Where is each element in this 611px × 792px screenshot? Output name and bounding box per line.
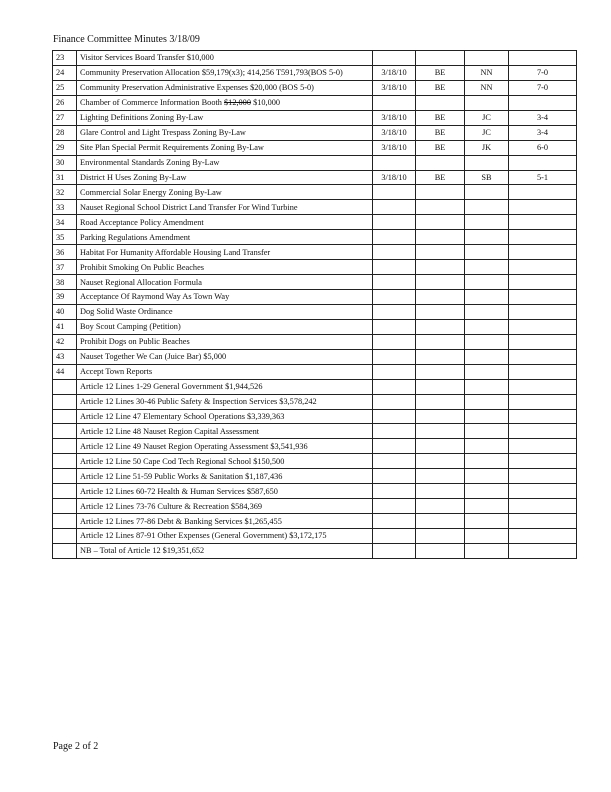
table-row — [53, 499, 577, 514]
struck-amount: $12,000 — [224, 98, 251, 108]
article-title-cell: Community Preservation Allocation $59,179(x3); 414,256 T591,793(BOS 5-0) — [77, 65, 373, 80]
motion-cell — [416, 364, 465, 379]
vote-cell — [509, 469, 577, 484]
article-number-cell: 31 — [53, 170, 77, 185]
article-number-cell — [53, 543, 77, 558]
date-cell — [373, 364, 416, 379]
second-cell: JC — [465, 125, 509, 140]
motion-cell: BE — [416, 170, 465, 185]
article-title-cell: Glare Control and Light Trespass Zoning By-Law — [77, 125, 373, 140]
vote-cell: 5-1 — [509, 170, 577, 185]
second-cell — [465, 200, 509, 215]
motion-cell: BE — [416, 65, 465, 80]
article-number-cell — [53, 379, 77, 394]
article-number-cell: 26 — [53, 95, 77, 110]
second-cell: SB — [465, 170, 509, 185]
article-number-cell: 41 — [53, 319, 77, 334]
article-title-cell: Accept Town Reports — [77, 364, 373, 379]
date-cell — [373, 290, 416, 305]
motion-cell — [416, 424, 465, 439]
article-number-cell: 32 — [53, 185, 77, 200]
motion-cell — [416, 275, 465, 290]
date-cell: 3/18/10 — [373, 110, 416, 125]
second-cell — [465, 409, 509, 424]
vote-cell — [509, 290, 577, 305]
second-cell — [465, 260, 509, 275]
second-cell — [465, 529, 509, 544]
article-title-cell: Visitor Services Board Transfer $10,000 — [77, 51, 373, 66]
article-title-cell: Parking Regulations Amendment — [77, 230, 373, 245]
second-cell — [465, 424, 509, 439]
motion-cell — [416, 409, 465, 424]
article-title-cell: Article 12 Lines 30-46 Public Safety & Inspection Services $3,578,242 — [77, 394, 373, 409]
table-row — [53, 424, 577, 439]
article-title-cell: Article 12 Lines 87-91 Other Expenses (General Government) $3,172,175 — [77, 529, 373, 544]
motion-cell — [416, 185, 465, 200]
vote-cell — [509, 215, 577, 230]
date-cell — [373, 230, 416, 245]
table-row — [53, 185, 577, 200]
vote-cell — [509, 304, 577, 319]
article-number-cell: 28 — [53, 125, 77, 140]
article-number-cell: 35 — [53, 230, 77, 245]
second-cell — [465, 185, 509, 200]
article-title: Chamber of Commerce Information Booth — [80, 98, 222, 108]
table-row — [53, 304, 577, 319]
motion-cell — [416, 215, 465, 230]
article-number-cell — [53, 439, 77, 454]
article-title-cell: Article 12 Lines 60-72 Health & Human Services $587,650 — [77, 484, 373, 499]
table-row — [53, 140, 577, 155]
table-row — [53, 379, 577, 394]
table-row — [53, 469, 577, 484]
date-cell: 3/18/10 — [373, 140, 416, 155]
article-number-cell: 27 — [53, 110, 77, 125]
page-footer: Page 2 of 2 — [53, 741, 99, 752]
article-number-cell: 30 — [53, 155, 77, 170]
table-row — [53, 439, 577, 454]
table-row — [53, 454, 577, 469]
table-row — [53, 529, 577, 544]
article-number-cell: 44 — [53, 364, 77, 379]
date-cell — [373, 499, 416, 514]
article-title-cell: Article 12 Lines 77-86 Debt & Banking Services $1,265,455 — [77, 514, 373, 529]
article-number-cell — [53, 454, 77, 469]
article-title-cell: Article 12 Line 50 Cape Cod Tech Regional School $150,500 — [77, 454, 373, 469]
date-cell — [373, 529, 416, 544]
second-cell — [465, 334, 509, 349]
second-cell: JK — [465, 140, 509, 155]
second-cell — [465, 275, 509, 290]
motion-cell — [416, 334, 465, 349]
second-cell — [465, 454, 509, 469]
motion-cell — [416, 439, 465, 454]
motion-cell — [416, 245, 465, 260]
date-cell: 3/18/10 — [373, 125, 416, 140]
article-number-cell: 36 — [53, 245, 77, 260]
date-cell — [373, 304, 416, 319]
vote-cell — [509, 499, 577, 514]
article-number-cell — [53, 394, 77, 409]
revised-amount: $10,000 — [253, 98, 281, 108]
motion-cell — [416, 260, 465, 275]
date-cell — [373, 215, 416, 230]
table-row — [53, 110, 577, 125]
date-cell — [373, 439, 416, 454]
vote-cell: 6-0 — [509, 140, 577, 155]
table-row — [53, 80, 577, 95]
motion-cell: BE — [416, 125, 465, 140]
article-title-cell: Nauset Regional School District Land Transfer For Wind Turbine — [77, 200, 373, 215]
article-title-cell — [77, 95, 373, 110]
vote-cell — [509, 514, 577, 529]
article-title-cell: Site Plan Special Permit Requirements Zoning By-Law — [77, 140, 373, 155]
vote-cell — [509, 454, 577, 469]
article-title-cell: Article 12 Line 51-59 Public Works & Sanitation $1,187,436 — [77, 469, 373, 484]
vote-cell — [509, 394, 577, 409]
article-title-cell: Nauset Together We Can (Juice Bar) $5,000 — [77, 349, 373, 364]
second-cell — [465, 484, 509, 499]
article-title-cell: NB – Total of Article 12 $19,351,652 — [77, 543, 373, 558]
date-cell — [373, 155, 416, 170]
motion-cell — [416, 529, 465, 544]
table-row — [53, 319, 577, 334]
vote-cell: 3-4 — [509, 110, 577, 125]
article-title-cell: Environmental Standards Zoning By-Law — [77, 155, 373, 170]
vote-cell — [509, 543, 577, 558]
article-number-cell: 29 — [53, 140, 77, 155]
date-cell — [373, 379, 416, 394]
article-title-cell: Prohibit Dogs on Public Beaches — [77, 334, 373, 349]
motion-cell — [416, 469, 465, 484]
date-cell — [373, 245, 416, 260]
table-row — [53, 409, 577, 424]
motion-cell — [416, 200, 465, 215]
vote-cell — [509, 260, 577, 275]
table-row — [53, 394, 577, 409]
motion-cell — [416, 394, 465, 409]
second-cell — [465, 155, 509, 170]
table-row — [53, 364, 577, 379]
date-cell — [373, 409, 416, 424]
second-cell — [465, 304, 509, 319]
date-cell: 3/18/10 — [373, 80, 416, 95]
motion-cell: BE — [416, 110, 465, 125]
article-number-cell — [53, 424, 77, 439]
vote-cell — [509, 51, 577, 66]
second-cell — [465, 230, 509, 245]
table-row — [53, 155, 577, 170]
article-title-cell: Article 12 Line 49 Nauset Region Operating Assessment $3,541,936 — [77, 439, 373, 454]
vote-cell — [509, 364, 577, 379]
motion-cell: BE — [416, 140, 465, 155]
article-number-cell — [53, 514, 77, 529]
page-header: Finance Committee Minutes 3/18/09 — [53, 34, 200, 45]
vote-cell — [509, 185, 577, 200]
vote-cell — [509, 319, 577, 334]
table-row — [53, 334, 577, 349]
vote-cell — [509, 424, 577, 439]
article-title-cell: Article 12 Lines 1-29 General Government $1,944,526 — [77, 379, 373, 394]
vote-cell — [509, 439, 577, 454]
table-row — [53, 125, 577, 140]
motion-cell — [416, 514, 465, 529]
motion-cell — [416, 51, 465, 66]
articles-table — [52, 50, 577, 559]
table-row — [53, 260, 577, 275]
article-number-cell — [53, 529, 77, 544]
vote-cell — [509, 409, 577, 424]
second-cell — [465, 51, 509, 66]
date-cell — [373, 469, 416, 484]
second-cell — [465, 514, 509, 529]
article-title-cell: Acceptance Of Raymond Way As Town Way — [77, 290, 373, 305]
article-number-cell: 38 — [53, 275, 77, 290]
motion-cell — [416, 230, 465, 245]
table-row — [53, 484, 577, 499]
article-number-cell: 37 — [53, 260, 77, 275]
date-cell — [373, 484, 416, 499]
table-row — [53, 170, 577, 185]
second-cell — [465, 439, 509, 454]
date-cell — [373, 543, 416, 558]
date-cell — [373, 334, 416, 349]
second-cell — [465, 245, 509, 260]
date-cell — [373, 185, 416, 200]
second-cell — [465, 349, 509, 364]
date-cell — [373, 424, 416, 439]
second-cell — [465, 379, 509, 394]
second-cell — [465, 95, 509, 110]
vote-cell — [509, 230, 577, 245]
article-number-cell — [53, 469, 77, 484]
article-number-cell: 39 — [53, 290, 77, 305]
article-number-cell — [53, 409, 77, 424]
date-cell — [373, 454, 416, 469]
article-number-cell: 24 — [53, 65, 77, 80]
article-number-cell: 33 — [53, 200, 77, 215]
vote-cell — [509, 379, 577, 394]
article-number-cell: 25 — [53, 80, 77, 95]
second-cell — [465, 319, 509, 334]
date-cell — [373, 95, 416, 110]
vote-cell — [509, 200, 577, 215]
motion-cell — [416, 304, 465, 319]
date-cell: 3/18/10 — [373, 65, 416, 80]
article-title-cell: Article 12 Line 47 Elementary School Operations $3,339,363 — [77, 409, 373, 424]
article-number-cell — [53, 484, 77, 499]
date-cell — [373, 260, 416, 275]
table-row — [53, 543, 577, 558]
article-title-cell: Commercial Solar Energy Zoning By-Law — [77, 185, 373, 200]
table-row — [53, 275, 577, 290]
article-title-cell: Lighting Definitions Zoning By-Law — [77, 110, 373, 125]
table-row — [53, 95, 577, 110]
second-cell — [465, 469, 509, 484]
article-title-cell: Community Preservation Administrative Expenses $20,000 (BOS 5-0) — [77, 80, 373, 95]
vote-cell — [509, 529, 577, 544]
second-cell — [465, 543, 509, 558]
table-row — [53, 290, 577, 305]
motion-cell — [416, 484, 465, 499]
table-row — [53, 200, 577, 215]
article-title-cell: Nauset Regional Allocation Formula — [77, 275, 373, 290]
motion-cell — [416, 454, 465, 469]
vote-cell: 3-4 — [509, 125, 577, 140]
article-number-cell: 23 — [53, 51, 77, 66]
date-cell — [373, 200, 416, 215]
date-cell — [373, 319, 416, 334]
second-cell — [465, 215, 509, 230]
second-cell — [465, 364, 509, 379]
second-cell — [465, 394, 509, 409]
date-cell — [373, 51, 416, 66]
date-cell — [373, 394, 416, 409]
vote-cell: 7-0 — [509, 65, 577, 80]
table-row — [53, 215, 577, 230]
second-cell — [465, 290, 509, 305]
article-title-cell: Prohibit Smoking On Public Beaches — [77, 260, 373, 275]
vote-cell — [509, 275, 577, 290]
article-number-cell: 42 — [53, 334, 77, 349]
article-title-cell: Habitat For Humanity Affordable Housing Land Transfer — [77, 245, 373, 260]
article-title-cell: Dog Solid Waste Ordinance — [77, 304, 373, 319]
vote-cell — [509, 484, 577, 499]
motion-cell — [416, 379, 465, 394]
vote-cell: 7-0 — [509, 80, 577, 95]
article-number-cell: 40 — [53, 304, 77, 319]
second-cell: NN — [465, 65, 509, 80]
article-title-cell: Road Acceptance Policy Amendment — [77, 215, 373, 230]
date-cell — [373, 349, 416, 364]
date-cell — [373, 275, 416, 290]
vote-cell — [509, 349, 577, 364]
second-cell — [465, 499, 509, 514]
table-row — [53, 245, 577, 260]
motion-cell — [416, 499, 465, 514]
second-cell: JC — [465, 110, 509, 125]
vote-cell — [509, 245, 577, 260]
vote-cell — [509, 334, 577, 349]
article-title-cell: District H Uses Zoning By-Law — [77, 170, 373, 185]
motion-cell — [416, 95, 465, 110]
motion-cell — [416, 349, 465, 364]
article-number-cell: 34 — [53, 215, 77, 230]
motion-cell — [416, 319, 465, 334]
vote-cell — [509, 95, 577, 110]
article-title-cell: Boy Scout Camping (Petition) — [77, 319, 373, 334]
article-title-cell: Article 12 Lines 73-76 Culture & Recreation $584,369 — [77, 499, 373, 514]
table-row — [53, 349, 577, 364]
article-number-cell: 43 — [53, 349, 77, 364]
table-row — [53, 514, 577, 529]
date-cell — [373, 514, 416, 529]
table-row — [53, 51, 577, 66]
article-number-cell — [53, 499, 77, 514]
motion-cell — [416, 290, 465, 305]
vote-cell — [509, 155, 577, 170]
motion-cell: BE — [416, 80, 465, 95]
article-title-cell: Article 12 Line 48 Nauset Region Capital Assessment — [77, 424, 373, 439]
table-row — [53, 230, 577, 245]
motion-cell — [416, 543, 465, 558]
second-cell: NN — [465, 80, 509, 95]
table-row — [53, 65, 577, 80]
motion-cell — [416, 155, 465, 170]
date-cell: 3/18/10 — [373, 170, 416, 185]
